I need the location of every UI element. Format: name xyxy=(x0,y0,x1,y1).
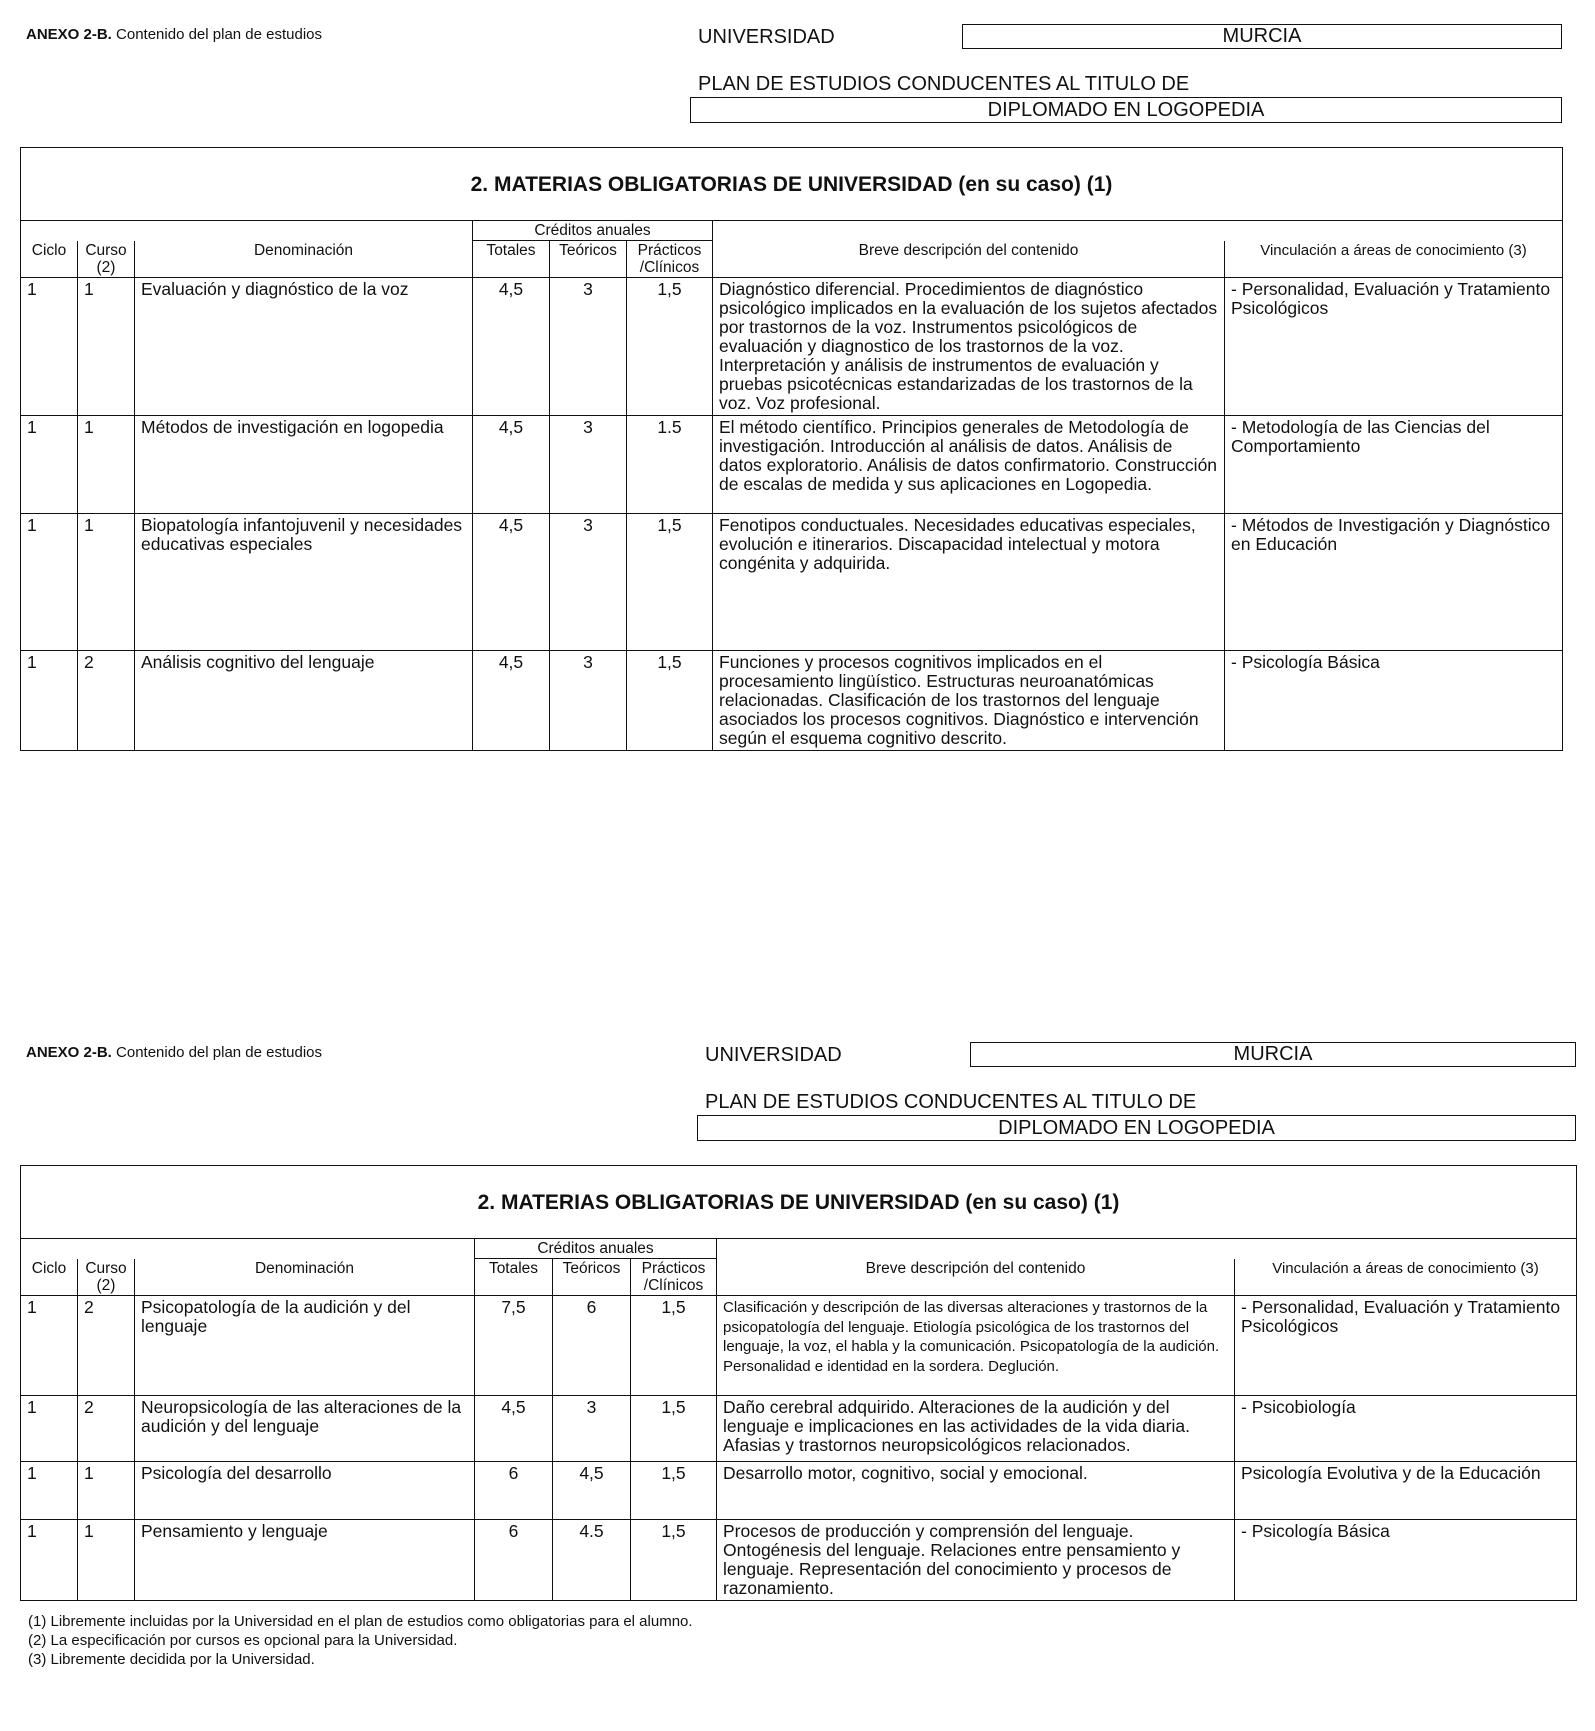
cell-vinculacion: - Psicología Básica xyxy=(1235,1520,1577,1601)
table-row xyxy=(21,651,1563,751)
cell-denominacion: Evaluación y diagnóstico de la voz xyxy=(135,278,473,416)
cell-practicos: 1,5 xyxy=(627,278,713,416)
cell-curso: 2 xyxy=(78,651,135,751)
university-label: UNIVERSIDAD xyxy=(698,26,835,48)
cell-ciclo: 1 xyxy=(21,1296,78,1396)
cell-denominacion: Métodos de investigación en logopedia xyxy=(135,416,473,514)
annex-number: ANEXO 2-B. xyxy=(26,26,112,43)
footnotes xyxy=(28,1612,693,1669)
cell-ciclo: 1 xyxy=(21,514,78,651)
cell-descripcion: Daño cerebral adquirido. Alteraciones de la audición y del lenguaje e implicaciones en las actividades de la vida diaria. Afasias y trastornos neuropsicológicos relacionados. xyxy=(717,1396,1235,1462)
header-totales: Totales xyxy=(475,1259,553,1296)
cell-ciclo: 1 xyxy=(21,1396,78,1462)
cell-ciclo: 1 xyxy=(21,1520,78,1601)
cell-totales: 4,5 xyxy=(473,514,550,651)
cell-teoricos: 3 xyxy=(550,416,627,514)
header-curso: Curso (2) xyxy=(78,1259,135,1296)
footnote: (1) Libremente incluidas por la Universidad en el plan de estudios como obligatorias para el alumno. xyxy=(28,1613,693,1630)
university-value: MURCIA xyxy=(962,24,1562,49)
header-denominacion: Denominación xyxy=(135,241,473,278)
cell-teoricos: 4,5 xyxy=(553,1462,631,1520)
cell-descripcion: Clasificación y descripción de las diversas alteraciones y trastornos de la psicopatología del lenguaje. Etiología psicológica de los trastornos del lenguaje, la voz, el habla y la comunicación. Psicopatología de la audición. Personalidad e identidad en la sordera. Deglución. xyxy=(717,1296,1235,1396)
cell-ciclo: 1 xyxy=(21,651,78,751)
cell-descripcion: Diagnóstico diferencial. Procedimientos de diagnóstico psicológico implicados en la evaluación de los sujetos afectados por trastornos de la voz. Instrumentos psicológicos de evaluación y diagnostico de los trastornos de la voz. Interpretación y análisis de instrumentos de evaluación y pruebas psicotécnicas estandarizadas de los trastornos de la voz. Voz profesional. xyxy=(713,278,1225,416)
table-row xyxy=(21,1396,1577,1462)
table-row xyxy=(21,1296,1577,1396)
cell-vinculacion: - Psicología Básica xyxy=(1225,651,1563,751)
cell-descripcion: Desarrollo motor, cognitivo, social y emocional. xyxy=(717,1462,1235,1520)
header-ciclo: Ciclo xyxy=(21,1259,78,1296)
section-title: 2. MATERIAS OBLIGATORIAS DE UNIVERSIDAD (en su caso) (1) xyxy=(21,1166,1577,1239)
annex-heading xyxy=(26,26,322,43)
cell-curso: 1 xyxy=(78,416,135,514)
cell-denominacion: Biopatología infantojuvenil y necesidades educativas especiales xyxy=(135,514,473,651)
header-vinculacion: Vinculación a áreas de conocimiento (3) xyxy=(1235,1259,1577,1296)
cell-totales: 6 xyxy=(475,1520,553,1601)
cell-denominacion: Psicología del desarrollo xyxy=(135,1462,475,1520)
cell-teoricos: 3 xyxy=(553,1396,631,1462)
cell-practicos: 1,5 xyxy=(631,1520,717,1601)
cell-ciclo: 1 xyxy=(21,278,78,416)
cell-practicos: 1,5 xyxy=(627,651,713,751)
cell-curso: 1 xyxy=(78,1462,135,1520)
cell-totales: 4,5 xyxy=(473,416,550,514)
cell-curso: 1 xyxy=(78,278,135,416)
annex-text: Contenido del plan de estudios xyxy=(116,26,323,43)
cell-totales: 4,5 xyxy=(473,651,550,751)
table-row xyxy=(21,278,1563,416)
cell-teoricos: 3 xyxy=(550,514,627,651)
cell-descripcion: Fenotipos conductuales. Necesidades educativas especiales, evolución e itinerarios. Discapacidad intelectual y motora congénita y adquirida. xyxy=(713,514,1225,651)
cell-ciclo: 1 xyxy=(21,1462,78,1520)
header-ciclo: Ciclo xyxy=(21,241,78,278)
header-spacer xyxy=(717,1239,1577,1259)
cell-denominacion: Pensamiento y lenguaje xyxy=(135,1520,475,1601)
cell-vinculacion: - Metodología de las Ciencias del Comportamiento xyxy=(1225,416,1563,514)
cell-denominacion: Neuropsicología de las alteraciones de la audición y del lenguaje xyxy=(135,1396,475,1462)
cell-teoricos: 6 xyxy=(553,1296,631,1396)
header-spacer xyxy=(21,1239,475,1259)
annex-heading xyxy=(26,1044,322,1061)
header-descripcion: Breve descripción del contenido xyxy=(717,1259,1235,1296)
annex-text: Contenido del plan de estudios xyxy=(116,1044,323,1061)
footnote: (3) Libremente decidida por la Universidad. xyxy=(28,1651,315,1668)
cell-curso: 1 xyxy=(78,514,135,651)
cell-totales: 4,5 xyxy=(475,1396,553,1462)
cell-vinculacion: - Personalidad, Evaluación y Tratamiento Psicológicos xyxy=(1225,278,1563,416)
cell-vinculacion: - Métodos de Investigación y Diagnóstico en Educación xyxy=(1225,514,1563,651)
annex-number: ANEXO 2-B. xyxy=(26,1044,112,1061)
header-curso: Curso (2) xyxy=(78,241,135,278)
cell-totales: 4,5 xyxy=(473,278,550,416)
header-practicos: Prácticos /Clínicos xyxy=(631,1259,717,1296)
cell-teoricos: 3 xyxy=(550,278,627,416)
university-value: MURCIA xyxy=(970,1042,1576,1067)
cell-vinculacion: - Personalidad, Evaluación y Tratamiento Psicológicos xyxy=(1235,1296,1577,1396)
table-row xyxy=(21,416,1563,514)
table-row xyxy=(21,514,1563,651)
header-totales: Totales xyxy=(473,241,550,278)
header-teoricos: Teóricos xyxy=(550,241,627,278)
footnote: (2) La especificación por cursos es opcional para la Universidad. xyxy=(28,1632,458,1649)
cell-vinculacion: - Psicobiología xyxy=(1235,1396,1577,1462)
cell-curso: 1 xyxy=(78,1520,135,1601)
cell-vinculacion: Psicología Evolutiva y de la Educación xyxy=(1235,1462,1577,1520)
cell-teoricos: 3 xyxy=(550,651,627,751)
header-descripcion: Breve descripción del contenido xyxy=(713,241,1225,278)
table-row xyxy=(21,1520,1577,1601)
header-spacer xyxy=(713,221,1563,241)
cell-descripcion: El método científico. Principios generales de Metodología de investigación. Introducción al análisis de datos. Análisis de datos exploratorio. Análisis de datos confirmatorio. Construcción de escalas de medida y sus aplicaciones en Logopedia. xyxy=(713,416,1225,514)
header-creditos-anuales: Créditos anuales xyxy=(475,1239,717,1259)
header-teoricos: Teóricos xyxy=(553,1259,631,1296)
section-title: 2. MATERIAS OBLIGATORIAS DE UNIVERSIDAD (en su caso) (1) xyxy=(21,148,1563,221)
degree-title: DIPLOMADO EN LOGOPEDIA xyxy=(690,97,1562,123)
cell-descripcion: Procesos de producción y comprensión del lenguaje. Ontogénesis del lenguaje. Relaciones entre pensamiento y lenguaje. Representación del conocimiento y procesos de razonamiento. xyxy=(717,1520,1235,1601)
subjects-table xyxy=(20,147,1563,751)
degree-title: DIPLOMADO EN LOGOPEDIA xyxy=(697,1115,1576,1141)
plan-label: PLAN DE ESTUDIOS CONDUCENTES AL TITULO DE xyxy=(698,73,1190,95)
cell-ciclo: 1 xyxy=(21,416,78,514)
cell-practicos: 1.5 xyxy=(627,416,713,514)
cell-curso: 2 xyxy=(78,1396,135,1462)
cell-totales: 6 xyxy=(475,1462,553,1520)
cell-totales: 7,5 xyxy=(475,1296,553,1396)
cell-practicos: 1,5 xyxy=(631,1396,717,1462)
header-vinculacion: Vinculación a áreas de conocimiento (3) xyxy=(1225,241,1563,278)
cell-practicos: 1,5 xyxy=(631,1296,717,1396)
header-creditos-anuales: Créditos anuales xyxy=(473,221,713,241)
cell-denominacion: Psicopatología de la audición y del lenguaje xyxy=(135,1296,475,1396)
header-spacer xyxy=(21,221,473,241)
cell-curso: 2 xyxy=(78,1296,135,1396)
plan-label: PLAN DE ESTUDIOS CONDUCENTES AL TITULO DE xyxy=(705,1091,1197,1113)
cell-denominacion: Análisis cognitivo del lenguaje xyxy=(135,651,473,751)
subjects-table xyxy=(20,1165,1577,1601)
header-practicos: Prácticos /Clínicos xyxy=(627,241,713,278)
table-row xyxy=(21,1462,1577,1520)
header-denominacion: Denominación xyxy=(135,1259,475,1296)
cell-practicos: 1,5 xyxy=(631,1462,717,1520)
university-label: UNIVERSIDAD xyxy=(705,1044,842,1066)
cell-teoricos: 4.5 xyxy=(553,1520,631,1601)
cell-practicos: 1,5 xyxy=(627,514,713,651)
cell-descripcion: Funciones y procesos cognitivos implicados en el procesamiento lingüístico. Estructuras neuroanatómicas relacionadas. Clasificación de los trastornos del lenguaje asociados los procesos cognitivos. Diagnóstico e intervención según el esquema cognitivo descrito. xyxy=(713,651,1225,751)
